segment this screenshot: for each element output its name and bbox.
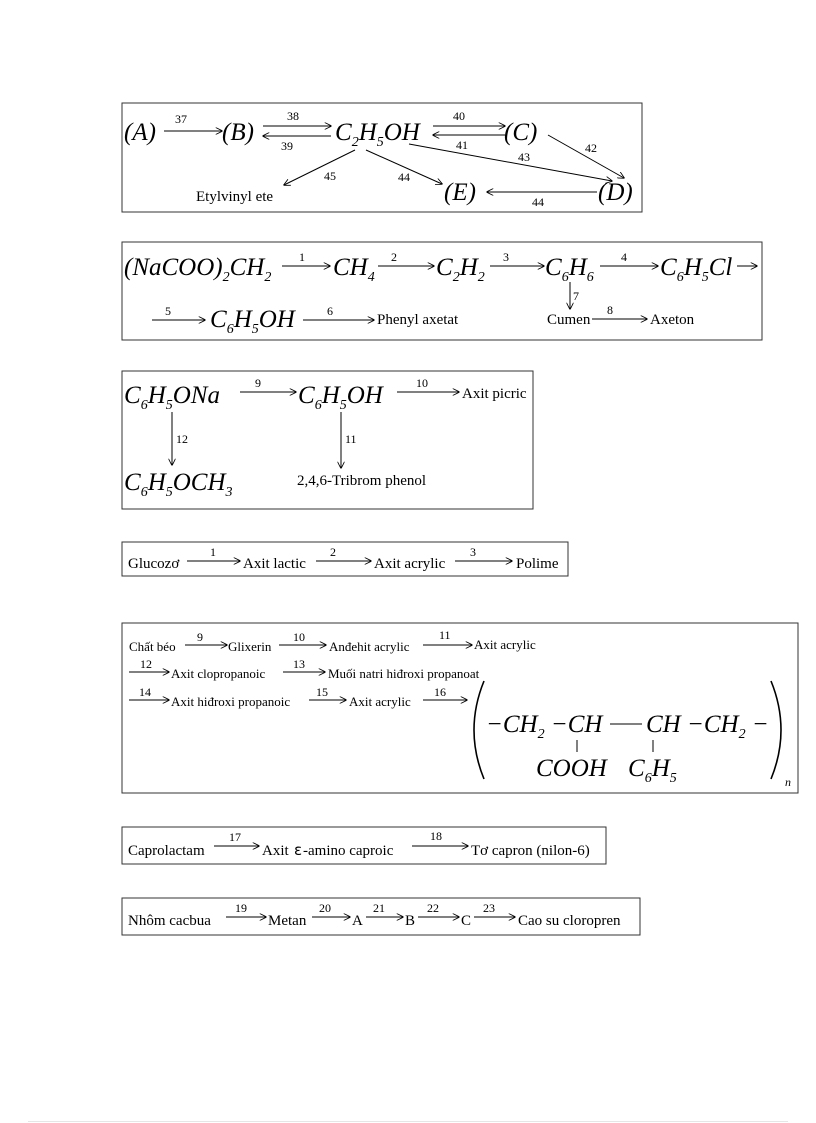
- muoi-natri: Muối natri hiđroxi propanoat: [328, 666, 480, 681]
- step-41: 41: [456, 138, 468, 152]
- compound-B: (B): [222, 119, 254, 146]
- step-44a: 44: [398, 170, 410, 184]
- glixerin: Glixerin: [228, 639, 272, 654]
- step-11b: 11: [439, 628, 451, 642]
- etylvinyl-ete: Etylvinyl ete: [196, 189, 274, 205]
- arrow-43: [409, 144, 612, 181]
- step-15: 15: [316, 685, 328, 699]
- step-g1: 1: [210, 545, 216, 559]
- chat-beo: Chất béo: [129, 639, 176, 654]
- step-39: 39: [281, 139, 293, 153]
- step-4: 4: [621, 250, 627, 264]
- step-23: 23: [483, 901, 495, 915]
- glucozo: Glucozơ: [128, 556, 180, 572]
- epsilon-symbol: ε: [294, 841, 303, 859]
- caprolactam: Caprolactam: [128, 843, 205, 859]
- svg-text:C6H5OH: $C_6H_5OH$: [210, 306, 295, 337]
- axit-amino-caproic-prefix: Axit: [262, 843, 289, 859]
- scheme-fat: [122, 623, 798, 793]
- step-g3: 3: [470, 545, 476, 559]
- cumen: Cumen: [547, 312, 591, 328]
- step-16: 16: [434, 685, 446, 699]
- compound-B2: B: [405, 913, 416, 929]
- step-3: 3: [503, 250, 509, 264]
- scheme-glucose-frame: [122, 542, 568, 576]
- svg-text:C2H5OH: $C_2H_5OH$: [335, 119, 420, 150]
- axit-clopropanoic: Axit clopropanoic: [171, 666, 266, 681]
- step-19: 19: [235, 901, 247, 915]
- svg-text:COOH: COOH: [536, 755, 607, 782]
- benzene-formula: [545, 254, 594, 285]
- svg-text:−CH2 −CH: $-CH_2 -CH$: [486, 711, 603, 742]
- step-13: 13: [293, 657, 305, 671]
- svg-text:C6H5OH: $C_6H_5OH$: [298, 382, 383, 413]
- nhom-cacbua: Nhôm cacbua: [128, 913, 211, 929]
- scheme-caprolactam: [122, 827, 606, 864]
- svg-text:C2H2: $C_2H_2$: [436, 254, 485, 285]
- step-42: 42: [585, 141, 597, 155]
- polymer-n: n: [785, 775, 791, 789]
- step-5: 5: [165, 304, 171, 318]
- metan: Metan: [268, 913, 307, 929]
- step-17: 17: [229, 830, 241, 844]
- to-capron: Tơ capron (nilon-6): [471, 843, 590, 859]
- compound-D: (D): [598, 179, 633, 206]
- axit-acrylic: Axit acrylic: [374, 556, 446, 572]
- acetylene-formula: [436, 254, 485, 285]
- step-12: 12: [176, 432, 188, 446]
- compound-E: (E): [444, 179, 476, 206]
- step-43: 43: [518, 150, 530, 164]
- anisole-formula: [124, 469, 233, 500]
- step-7: 7: [573, 289, 579, 303]
- scheme-glucose: [122, 542, 568, 576]
- page-bottom-rule: [28, 1121, 788, 1122]
- axit-amino-caproic: -amino caproic: [303, 843, 394, 859]
- svg-text:C6H5OCH3: $C_6H_5OCH_3$: [124, 469, 233, 500]
- svg-text:CH4: $CH_4$: [333, 254, 375, 285]
- cao-su-cloropren: Cao su cloropren: [518, 913, 621, 929]
- step-20: 20: [319, 901, 331, 915]
- compound-A2: A: [352, 913, 363, 929]
- sodium-phenoxide-formula: [124, 382, 220, 413]
- step-45: 45: [324, 169, 336, 183]
- compound-C: (C): [504, 119, 538, 146]
- axeton: Axeton: [650, 312, 695, 328]
- chlorobenzene-formula: [660, 254, 732, 285]
- phenol-formula-2: [298, 382, 385, 413]
- step-g2: 2: [330, 545, 336, 559]
- step-6: 6: [327, 304, 333, 318]
- step-9b: 9: [197, 630, 203, 644]
- scheme-phenol: [122, 371, 533, 509]
- step-1: 1: [299, 250, 305, 264]
- step-37: 37: [175, 112, 187, 126]
- step-44b: 44: [532, 195, 544, 209]
- svg-text:C6H5Cl: $C_6H_5Cl$: [660, 254, 733, 285]
- tribrom-phenol: 2,4,6-Tribrom phenol: [297, 473, 427, 489]
- step-12b: 12: [140, 657, 152, 671]
- step-9: 9: [255, 376, 261, 390]
- polymer-structure: [474, 681, 791, 789]
- compound-C2: C: [461, 913, 472, 929]
- svg-text:(NaCOO)2CH2: $(NaCOO)_2CH_2$: [124, 254, 272, 285]
- step-21: 21: [373, 901, 385, 915]
- step-38: 38: [287, 109, 299, 123]
- step-11: 11: [345, 432, 357, 446]
- sodium-malonate-formula: [124, 254, 271, 285]
- step-2: 2: [391, 250, 397, 264]
- left-paren: [474, 681, 484, 779]
- svg-text:C6H5: $C_6H_5$: [628, 755, 677, 786]
- step-10: 10: [416, 376, 428, 390]
- axit-picric: Axit picric: [462, 386, 527, 402]
- scheme-ethanol: [122, 103, 642, 212]
- step-14: 14: [139, 685, 151, 699]
- methane-formula: [333, 254, 375, 285]
- phenol-formula: [210, 306, 297, 337]
- step-22: 22: [427, 901, 439, 915]
- step-18: 18: [430, 829, 442, 843]
- axit-acrylic-2: Axit acrylic: [349, 694, 411, 709]
- compound-A: (A): [124, 119, 156, 146]
- axit-acrylic-1: Axit acrylic: [474, 637, 536, 652]
- polime: Polime: [516, 556, 559, 572]
- arrow-45: [284, 150, 355, 185]
- ethanol-formula: [335, 119, 422, 150]
- phenyl-axetat: Phenyl axetat: [377, 312, 459, 328]
- right-paren: [771, 681, 781, 779]
- step-8: 8: [607, 303, 613, 317]
- axit-hidroxi-propanoic: Axit hiđroxi propanoic: [171, 694, 291, 709]
- step-40: 40: [453, 109, 465, 123]
- axit-lactic: Axit lactic: [243, 556, 306, 572]
- andehit-acrylic: Anđehit acrylic: [329, 639, 410, 654]
- svg-text:C6H5ONa: $C_6H_5ONa$: [124, 382, 220, 413]
- svg-text:C6H6: $C_6H_6$: [545, 254, 594, 285]
- scheme-aluminum-carbide: [122, 898, 640, 935]
- scheme-benzene: [122, 242, 762, 340]
- step-10b: 10: [293, 630, 305, 644]
- svg-text:CH −CH2 −: CH $-CH_2$ −: [646, 711, 769, 742]
